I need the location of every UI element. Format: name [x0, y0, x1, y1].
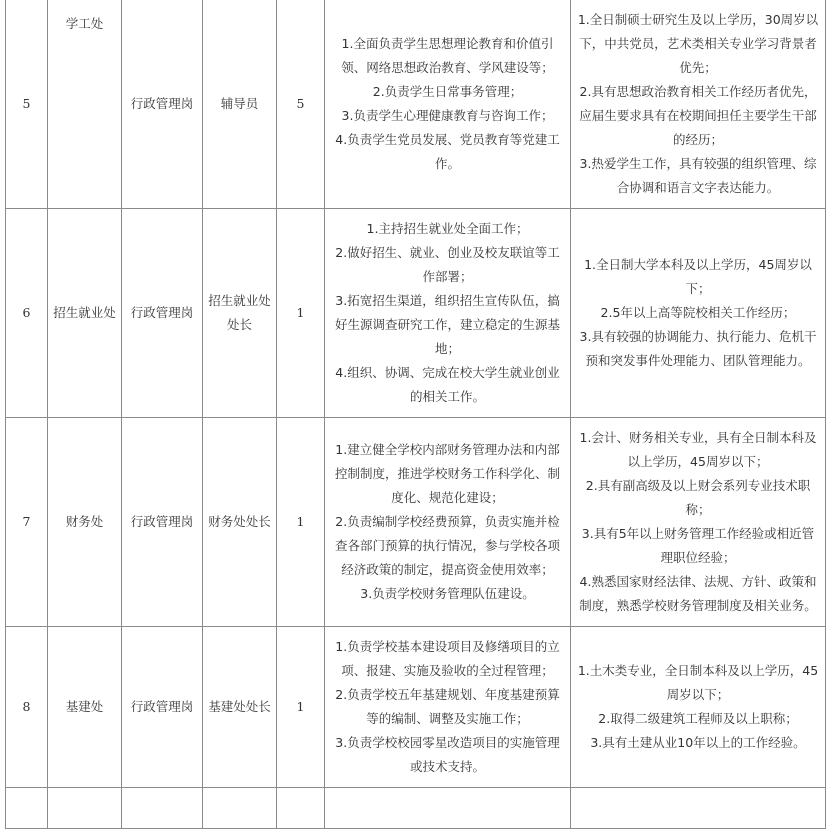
requirement-item: 2.具有副高级及以上财会系列专业技术职称； — [585, 478, 811, 517]
table-row — [6, 0, 826, 209]
duty-item: 2.做好招生、就业、创业及校友联谊等工作部署； — [335, 245, 560, 284]
duty-item: 2.负责学校五年基建规划、年度基建预算等的编制、调整及实施工作； — [335, 687, 560, 726]
duties-cell — [325, 0, 571, 209]
post-empty — [203, 788, 277, 829]
requirements-empty — [571, 788, 826, 829]
duty-item: 2.负责学生日常事务管理； — [372, 84, 523, 99]
duty-item: 3.负责学校校园零星改造项目的实施管理或技术支持。 — [335, 735, 560, 774]
requirement-item: 2.取得二级建筑工程师及以上职称； — [598, 711, 798, 726]
duty-item: 3.拓宽招生渠道，组织招生宣传队伍，搞好生源调查研究工作，建立稳定的生源基地； — [334, 293, 560, 356]
requirements-cell — [571, 627, 826, 788]
requirement-item: 1.会计、财务相关专业，具有全日制本科及以上学历，45周岁以下； — [579, 430, 817, 469]
requirement-item: 4.熟悉国家财经法律、法规、方针、政策和制度，熟悉学校财务管理制度及相关业务。 — [579, 574, 817, 613]
duty-item: 1.主持招生就业处全面工作； — [366, 221, 529, 236]
table-row — [6, 209, 826, 418]
requirement-item: 1.土木类专业，全日制本科及以上学历，45周岁以下； — [577, 663, 819, 702]
position-type: 行政管理岗 — [122, 0, 203, 209]
duty-item: 4.负责学生党员发展、党员教育等党建工作。 — [335, 132, 560, 171]
row-number: 6 — [6, 209, 48, 418]
table-row — [6, 627, 826, 788]
department-cell — [48, 0, 122, 209]
department-name: 基建处 — [48, 627, 122, 788]
duty-item: 4.组织、协调、完成在校大学生就业创业的相关工作。 — [335, 365, 560, 404]
post-name: 财务处处长 — [203, 418, 277, 627]
head-count: 1 — [277, 627, 325, 788]
requirement-item: 3.具有较强的协调能力、执行能力、危机干预和突发事件处理能力、团队管理能力。 — [579, 329, 817, 368]
head-count: 1 — [277, 209, 325, 418]
duty-item: 3.负责学校财务管理队伍建设。 — [360, 586, 535, 601]
row-number: 8 — [6, 627, 48, 788]
department-empty — [48, 788, 122, 829]
department-name: 招生就业处 — [48, 209, 122, 418]
duty-item: 1.建立健全学校内部财务管理办法和内部控制制度，推进学校财务工作科学化、制度化、规范化建设； — [334, 442, 560, 505]
duties-cell — [325, 418, 571, 627]
row-number: 5 — [6, 0, 48, 209]
duties-cell — [325, 209, 571, 418]
row-number-empty — [6, 788, 48, 829]
requirement-item: 3.热爱学生工作，具有较强的组织管理、综合协调和语言文字表达能力。 — [579, 156, 817, 195]
table-row — [6, 788, 826, 829]
requirement-item: 1.全日制大学本科及以上学历，45周岁以下； — [584, 257, 812, 296]
table-row — [6, 418, 826, 627]
duty-item: 1.全面负责学生思想理论教育和价值引领、网络思想政治教育、学风建设等； — [341, 36, 554, 75]
position-type: 行政管理岗 — [122, 627, 203, 788]
post-name: 招生就业处处长 — [203, 209, 277, 418]
head-count: 5 — [277, 0, 325, 209]
duty-item: 3.负责学生心理健康教育与咨询工作； — [341, 108, 554, 123]
requirement-item: 3.具有5年以上财务管理工作经验或相近管理职位经验； — [581, 526, 815, 565]
position-type: 行政管理岗 — [122, 418, 203, 627]
position-type: 行政管理岗 — [122, 209, 203, 418]
head-count-empty — [277, 788, 325, 829]
department-name: 财务处 — [48, 418, 122, 627]
requirement-item: 2.5年以上高等院校相关工作经历； — [600, 305, 796, 320]
recruitment-table — [5, 0, 826, 829]
duties-cell — [325, 627, 571, 788]
requirement-item: 2.具有思想政治教育相关工作经历者优先，应届生要求具有在校期间担任主要学生干部的经历； — [579, 84, 817, 147]
position-type-empty — [122, 788, 203, 829]
requirements-cell — [571, 418, 826, 627]
requirements-cell — [571, 209, 826, 418]
requirement-item: 1.全日制硕士研究生及以上学历，30周岁以下，中共党员，艺术类相关专业学习背景者优先； — [577, 12, 819, 75]
duties-empty — [325, 788, 571, 829]
department-name: 学工处 — [65, 16, 104, 31]
post-name: 基建处处长 — [203, 627, 277, 788]
requirements-cell — [571, 0, 826, 209]
duty-item: 1.负责学校基本建设项目及修缮项目的立项、报建、实施及验收的全过程管理； — [335, 639, 560, 678]
row-number: 7 — [6, 418, 48, 627]
head-count: 1 — [277, 418, 325, 627]
requirement-item: 3.具有土建从业10年以上的工作经验。 — [590, 735, 806, 750]
duty-item: 2.负责编制学校经费预算，负责实施并检查各部门预算的执行情况，参与学校各项经济政策的制定，提高资金使用效率； — [334, 514, 560, 577]
post-name: 辅导员 — [203, 0, 277, 209]
